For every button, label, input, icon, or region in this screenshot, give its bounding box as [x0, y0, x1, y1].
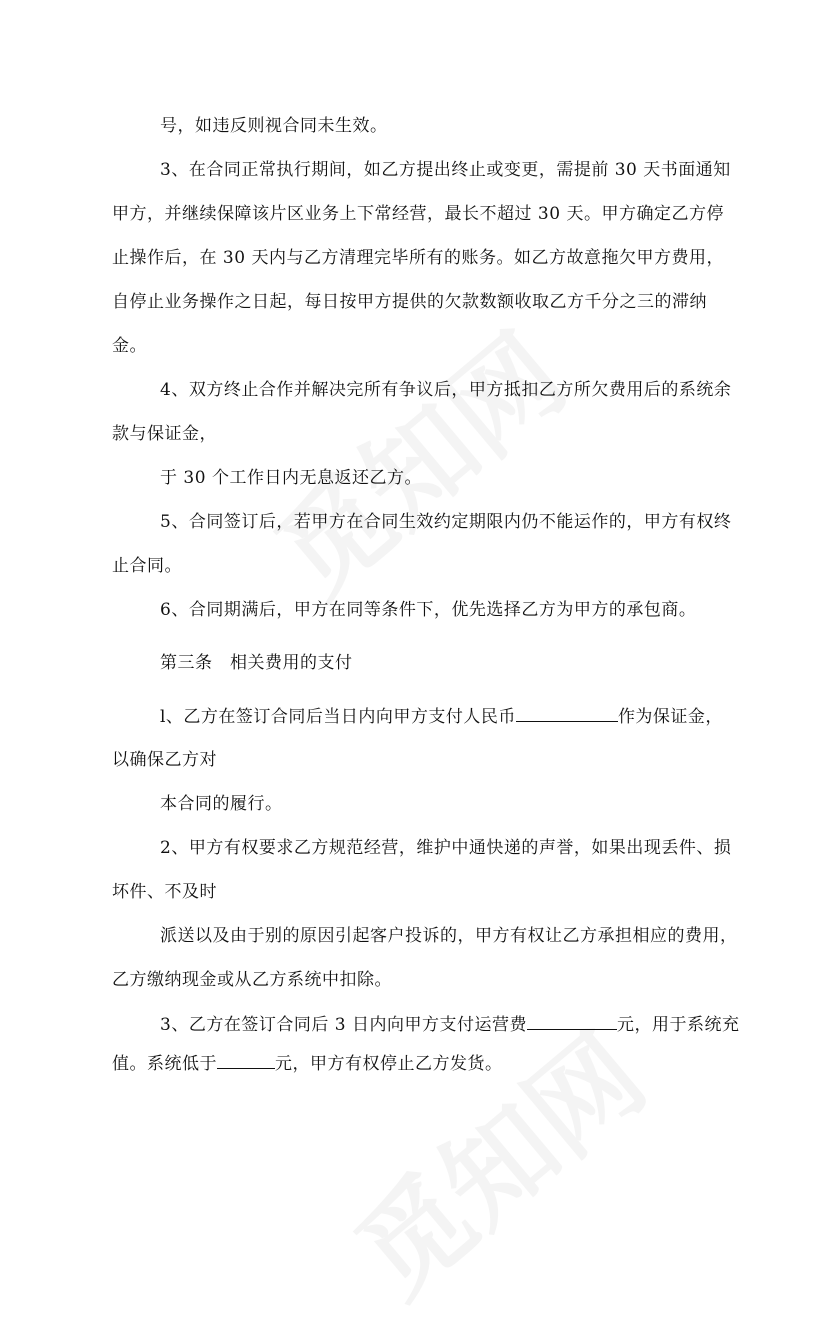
paragraph-line: 止操作后，在 30 天内与乙方清理完毕所有的账务。如乙方故意拖欠甲方费用， — [112, 248, 724, 268]
paragraph-line: 5、合同签订后，若甲方在合同生效约定期限内仍不能运作的，甲方有权终 — [160, 512, 732, 532]
paragraph-line: 乙方缴纳现金或从乙方系统中扣除。 — [112, 970, 392, 990]
paragraph-line — [160, 1013, 739, 1036]
clause-text: 值。系统低于 — [112, 1054, 217, 1074]
paragraph-line: 2、甲方有权要求乙方规范经营，维护中通快递的声誉，如果出现丢件、损 — [160, 838, 732, 858]
paragraph-line: 款与保证金， — [112, 424, 217, 444]
clause-text: 元，甲方有权停止乙方发货。 — [275, 1054, 503, 1074]
paragraph-line: 甲方，并继续保障该片区业务上下常经营，最长不超过 30 天。甲方确定乙方停 — [112, 204, 724, 224]
watermark — [238, 292, 592, 625]
paragraph-line: 4、双方终止合作并解决完所有争议后，甲方抵扣乙方所欠费用后的系统余 — [160, 380, 732, 400]
fill-in-blank[interactable] — [516, 705, 618, 722]
paragraph-line: 以确保乙方对 — [112, 750, 217, 770]
clause-text: 3、乙方在签订合同后 3 日内向甲方支付运营费 — [160, 1015, 527, 1035]
clause-text: 元，用于系统充 — [616, 1015, 740, 1035]
fill-in-blank[interactable] — [527, 1013, 617, 1030]
clause-text: 作为保证金， — [617, 707, 723, 727]
paragraph-line: 金。 — [112, 336, 147, 356]
paragraph-line: 号，如违反则视合同未生效。 — [160, 116, 388, 136]
paragraph-line — [160, 705, 723, 728]
paragraph-line: 自停止业务操作之日起，每日按甲方提供的欠款数额收取乙方千分之三的滞纳 — [112, 292, 707, 312]
paragraph-line: 坏件、不及时 — [112, 882, 217, 902]
paragraph-line — [112, 1052, 503, 1075]
paragraph-line: 6、合同期满后，甲方在同等条件下，优先选择乙方为甲方的承包商。 — [160, 600, 697, 620]
clause-text: l、乙方在签订合同后当日内向甲方支付人民币 — [160, 707, 516, 727]
fill-in-blank[interactable] — [217, 1052, 275, 1069]
section-heading: 第三条 相关费用的支付 — [160, 653, 353, 673]
paragraph-line: 于 30 个工作日内无息返还乙方。 — [160, 468, 422, 488]
paragraph-line: 3、在合同正常执行期间，如乙方提出终止或变更，需提前 30 天书面通知 — [160, 160, 731, 180]
watermark — [318, 992, 672, 1325]
paragraph-line: 止合同。 — [112, 556, 182, 576]
paragraph-line: 本合同的履行。 — [160, 794, 283, 814]
paragraph-line: 派送以及由于别的原因引起客户投诉的，甲方有权让乙方承担相应的费用， — [160, 926, 738, 946]
